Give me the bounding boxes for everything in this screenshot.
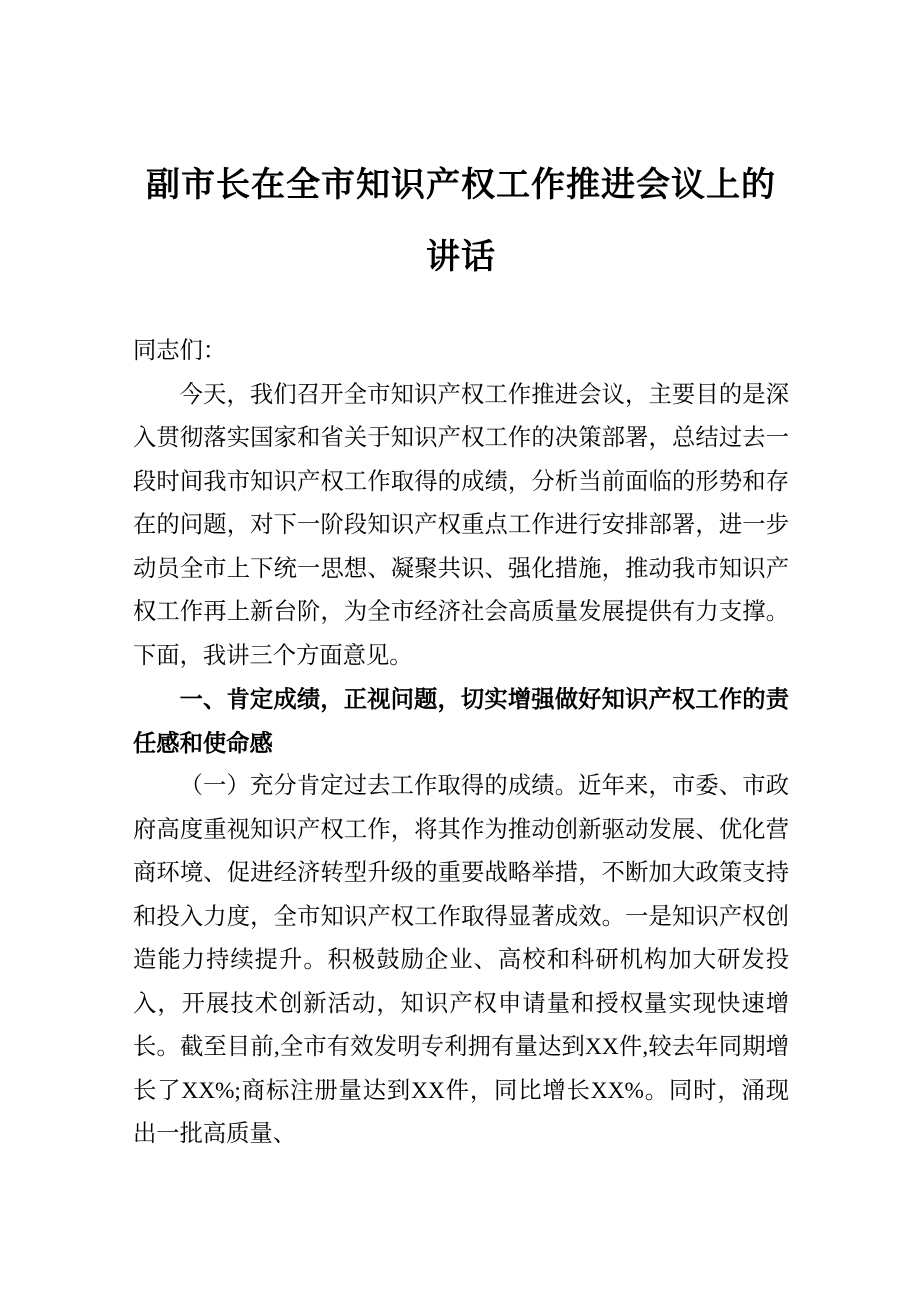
section-heading-1: 一、肯定成绩，正视问题，切实增强做好知识产权工作的责任感和使命感 <box>133 686 789 756</box>
document-title <box>133 149 789 293</box>
achievements-paragraph: （一）充分肯定过去工作取得的成绩。近年来，市委、市政府高度重视知识产权工作，将其作为推动创新驱动发展、优化营商环境、促进经济转型升级的重要战略举措，不断加大政策支持和投入力度，全市知识产权工作取得显著成效。一是知识产权创造能力持续提升。积极鼓励企业、高校和科研机构加大研发投入，开展技术创新活动，知识产权申请量和授权量实现快速增长。截至目前,全市有效发明专利拥有量达到XX件,较去年同期增长了XX%;商标注册量达到XX件，同比增长XX%。同时，涌现出一批高质量、 <box>133 773 789 1147</box>
document-title-line-1: 副市长在全市知识产权工作推进会议上的 <box>146 166 776 204</box>
document-title-line-2: 讲话 <box>426 238 496 276</box>
salutation-line: 同志们： <box>133 338 227 364</box>
intro-paragraph: 今天，我们召开全市知识产权工作推进会议，主要目的是深入贯彻落实国家和省关于知识产权工作的决策部署，总结过去一段时间我市知识产权工作取得的成绩，分析当前面临的形势和存在的问题，对下一阶段知识产权重点工作进行安排部署，进一步动员全市上下统一思想、凝聚共识、强化措施，推动我市知识产权工作再上新台阶，为全市经济社会高质量发展提供有力支撑。下面，我讲三个方面意见。 <box>133 381 789 669</box>
